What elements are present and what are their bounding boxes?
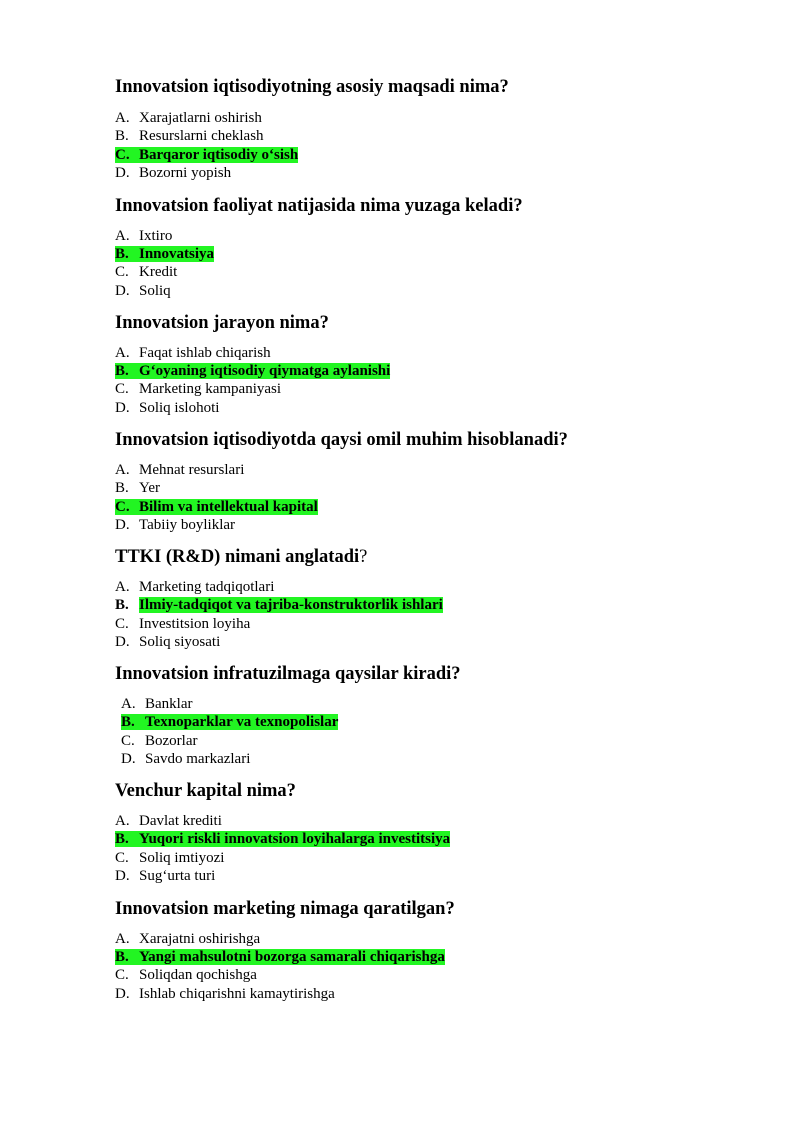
answer-option: D. Tabiiy boyliklar	[115, 517, 236, 533]
question-heading: TTKI (R&D) nimani anglatadi?	[115, 547, 368, 567]
question-heading: Innovatsion faoliyat natijasida nima yuzaga keladi?	[115, 196, 523, 216]
answer-option-correct: B. Yangi mahsulotni bozorga samarali chiqarishga	[115, 949, 445, 965]
answer-option: D. Bozorni yopish	[115, 165, 232, 181]
question-heading: Venchur kapital nima?	[115, 781, 296, 801]
answer-option: C. Investitsion loyiha	[115, 616, 251, 632]
answer-option: A. Xarajatni oshirishga	[115, 931, 261, 947]
answer-option-correct: B. Ilmiy-tadqiqot va tajriba-konstruktorlik ishlari	[115, 597, 443, 613]
question-heading: Innovatsion iqtisodiyotning asosiy maqsadi nima?	[115, 77, 509, 97]
answer-option: C. Bozorlar	[121, 733, 198, 749]
question-heading: Innovatsion marketing nimaga qaratilgan?	[115, 899, 455, 919]
answer-option: D. Savdo markazlari	[121, 751, 251, 767]
answer-option: A. Banklar	[121, 696, 193, 712]
answer-option-correct: C. Barqaror iqtisodiy o‘sish	[115, 147, 299, 163]
answer-option: C. Kredit	[115, 264, 178, 280]
answer-option: C. Soliqdan qochishga	[115, 967, 257, 983]
answer-option: A. Davlat krediti	[115, 813, 222, 829]
question-heading: Innovatsion jarayon nima?	[115, 313, 329, 333]
answer-option: D. Sug‘urta turi	[115, 868, 216, 884]
answer-option-correct: B. Yuqori riskli innovatsion loyihalarga investitsiya	[115, 831, 451, 847]
answer-option: A. Marketing tadqiqotlari	[115, 579, 275, 595]
question-heading: Innovatsion infratuzilmaga qaysilar kiradi?	[115, 664, 461, 684]
answer-option: B. Resurslarni cheklash	[115, 128, 264, 144]
answer-option: D. Soliq	[115, 283, 171, 299]
answer-option: A. Xarajatlarni oshirish	[115, 110, 262, 126]
question-heading: Innovatsion iqtisodiyotda qaysi omil muhim hisoblanadi?	[115, 430, 568, 450]
answer-option-correct: B. Texnoparklar va texnopolislar	[121, 714, 339, 730]
answer-option: A. Mehnat resurslari	[115, 462, 245, 478]
answer-option: A. Faqat ishlab chiqarish	[115, 345, 271, 361]
answer-option: D. Soliq islohoti	[115, 400, 220, 416]
answer-option: C. Soliq imtiyozi	[115, 850, 225, 866]
answer-option: D. Soliq siyosati	[115, 634, 221, 650]
answer-option: C. Marketing kampaniyasi	[115, 381, 282, 397]
answer-option: B. Yer	[115, 480, 160, 496]
answer-option-correct: B. Innovatsiya	[115, 246, 215, 262]
answer-option-correct: B. G‘oyaning iqtisodiy qiymatga aylanishi	[115, 363, 391, 379]
answer-option: D. Ishlab chiqarishni kamaytirishga	[115, 986, 335, 1002]
answer-option-correct: C. Bilim va intellektual kapital	[115, 499, 318, 515]
answer-option: A. Ixtiro	[115, 228, 173, 244]
